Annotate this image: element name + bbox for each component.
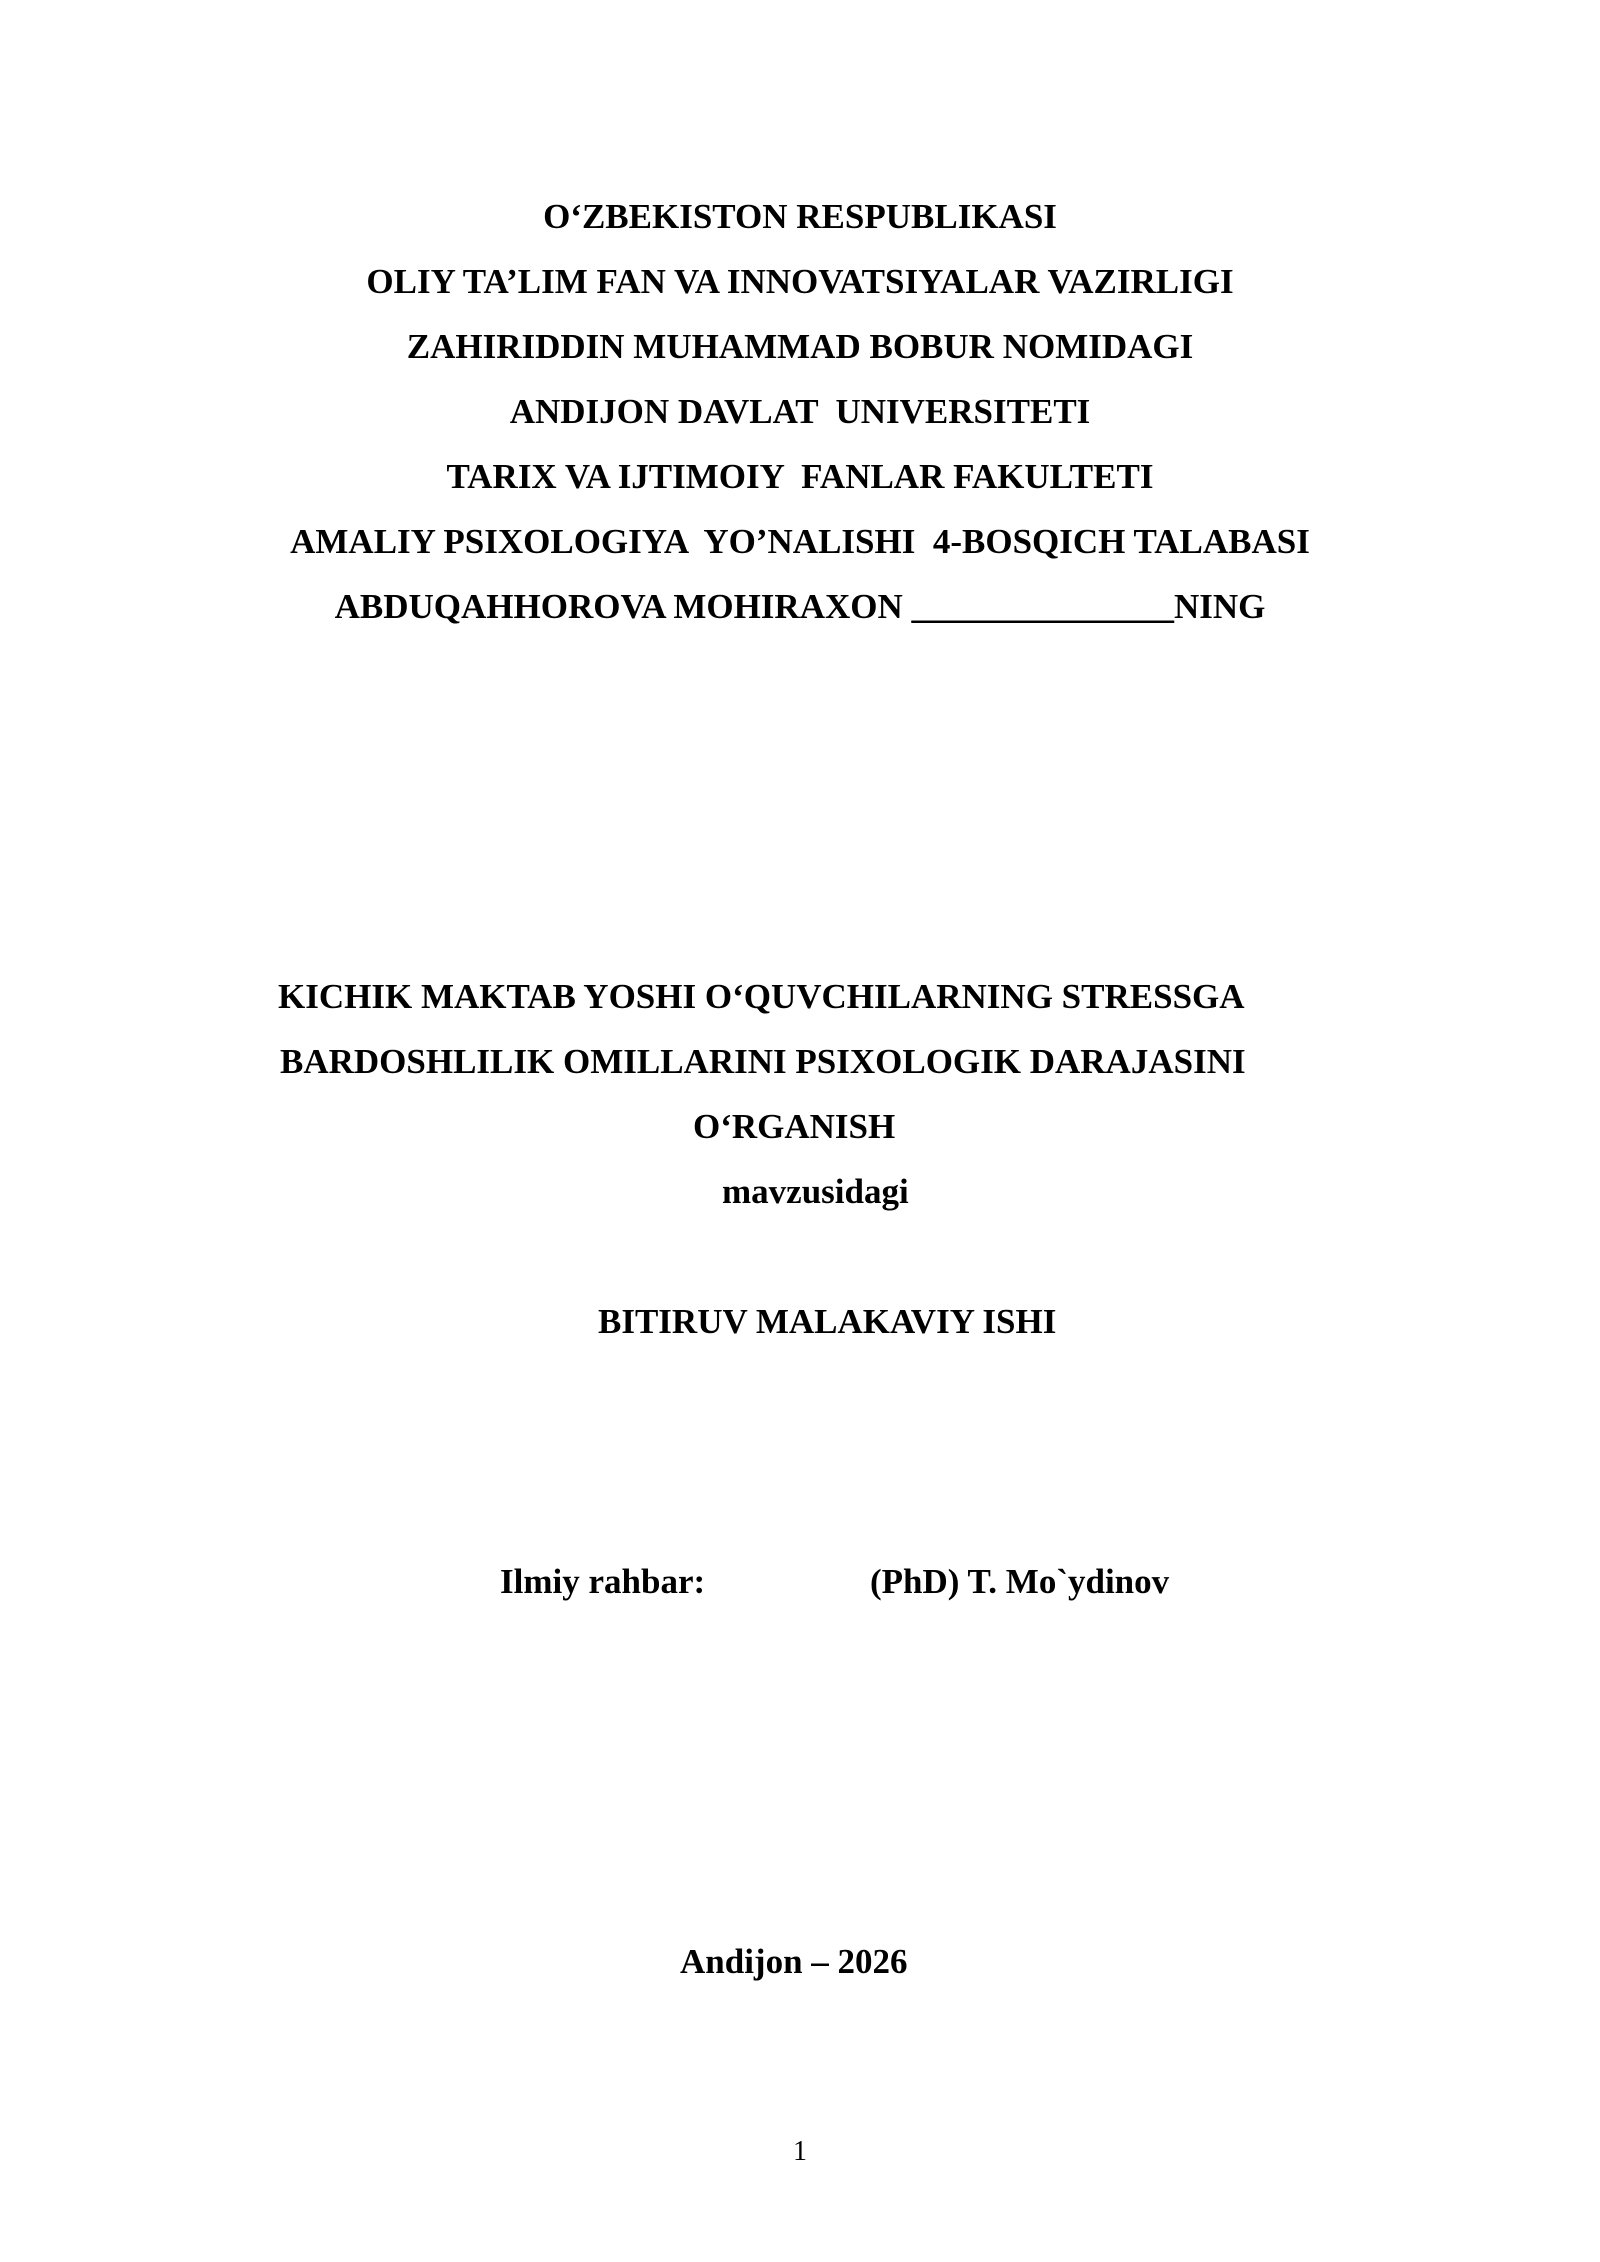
supervisor-name: (PhD) T. Mo`ydinov [870,1562,1170,1601]
work-type-heading: BITIRUV MALAKAVIY ISHI [598,1302,1057,1341]
header-line-university: ANDIJON DAVLAT UNIVERSITETI [509,392,1091,431]
header-line-named-after: ZAHIRIDDIN MUHAMMAD BOBUR NOMIDAGI [406,327,1194,366]
header-line-program: AMALIY PSIXOLOGIYA YO’NALISHI 4-BOSQICH TALABASI [290,522,1310,561]
topic-subtitle: mavzusidagi [722,1172,909,1211]
header-line-ministry: OLIY TA’LIM FAN VA INNOVATSIYALAR VAZIRLIGI [366,262,1234,301]
page-number: 1 [793,2136,807,2167]
place-year: Andijon – 2026 [680,1942,908,1981]
topic-line-1: KICHIK MAKTAB YOSHI O‘QUVCHILARNING STRESSGA [278,977,1245,1016]
topic-line-3: O‘RGANISH [693,1107,896,1146]
header-line-student: ABDUQAHHOROVA MOHIRAXON _______________NING [334,587,1266,626]
header-line-country: O‘ZBEKISTON RESPUBLIKASI [543,197,1057,236]
topic-line-2: BARDOSHLILIK OMILLARINI PSIXOLOGIK DARAJASINI [280,1042,1246,1081]
supervisor-label: Ilmiy rahbar: [500,1562,706,1601]
header-line-faculty: TARIX VA IJTIMOIY FANLAR FAKULTETI [446,457,1154,496]
